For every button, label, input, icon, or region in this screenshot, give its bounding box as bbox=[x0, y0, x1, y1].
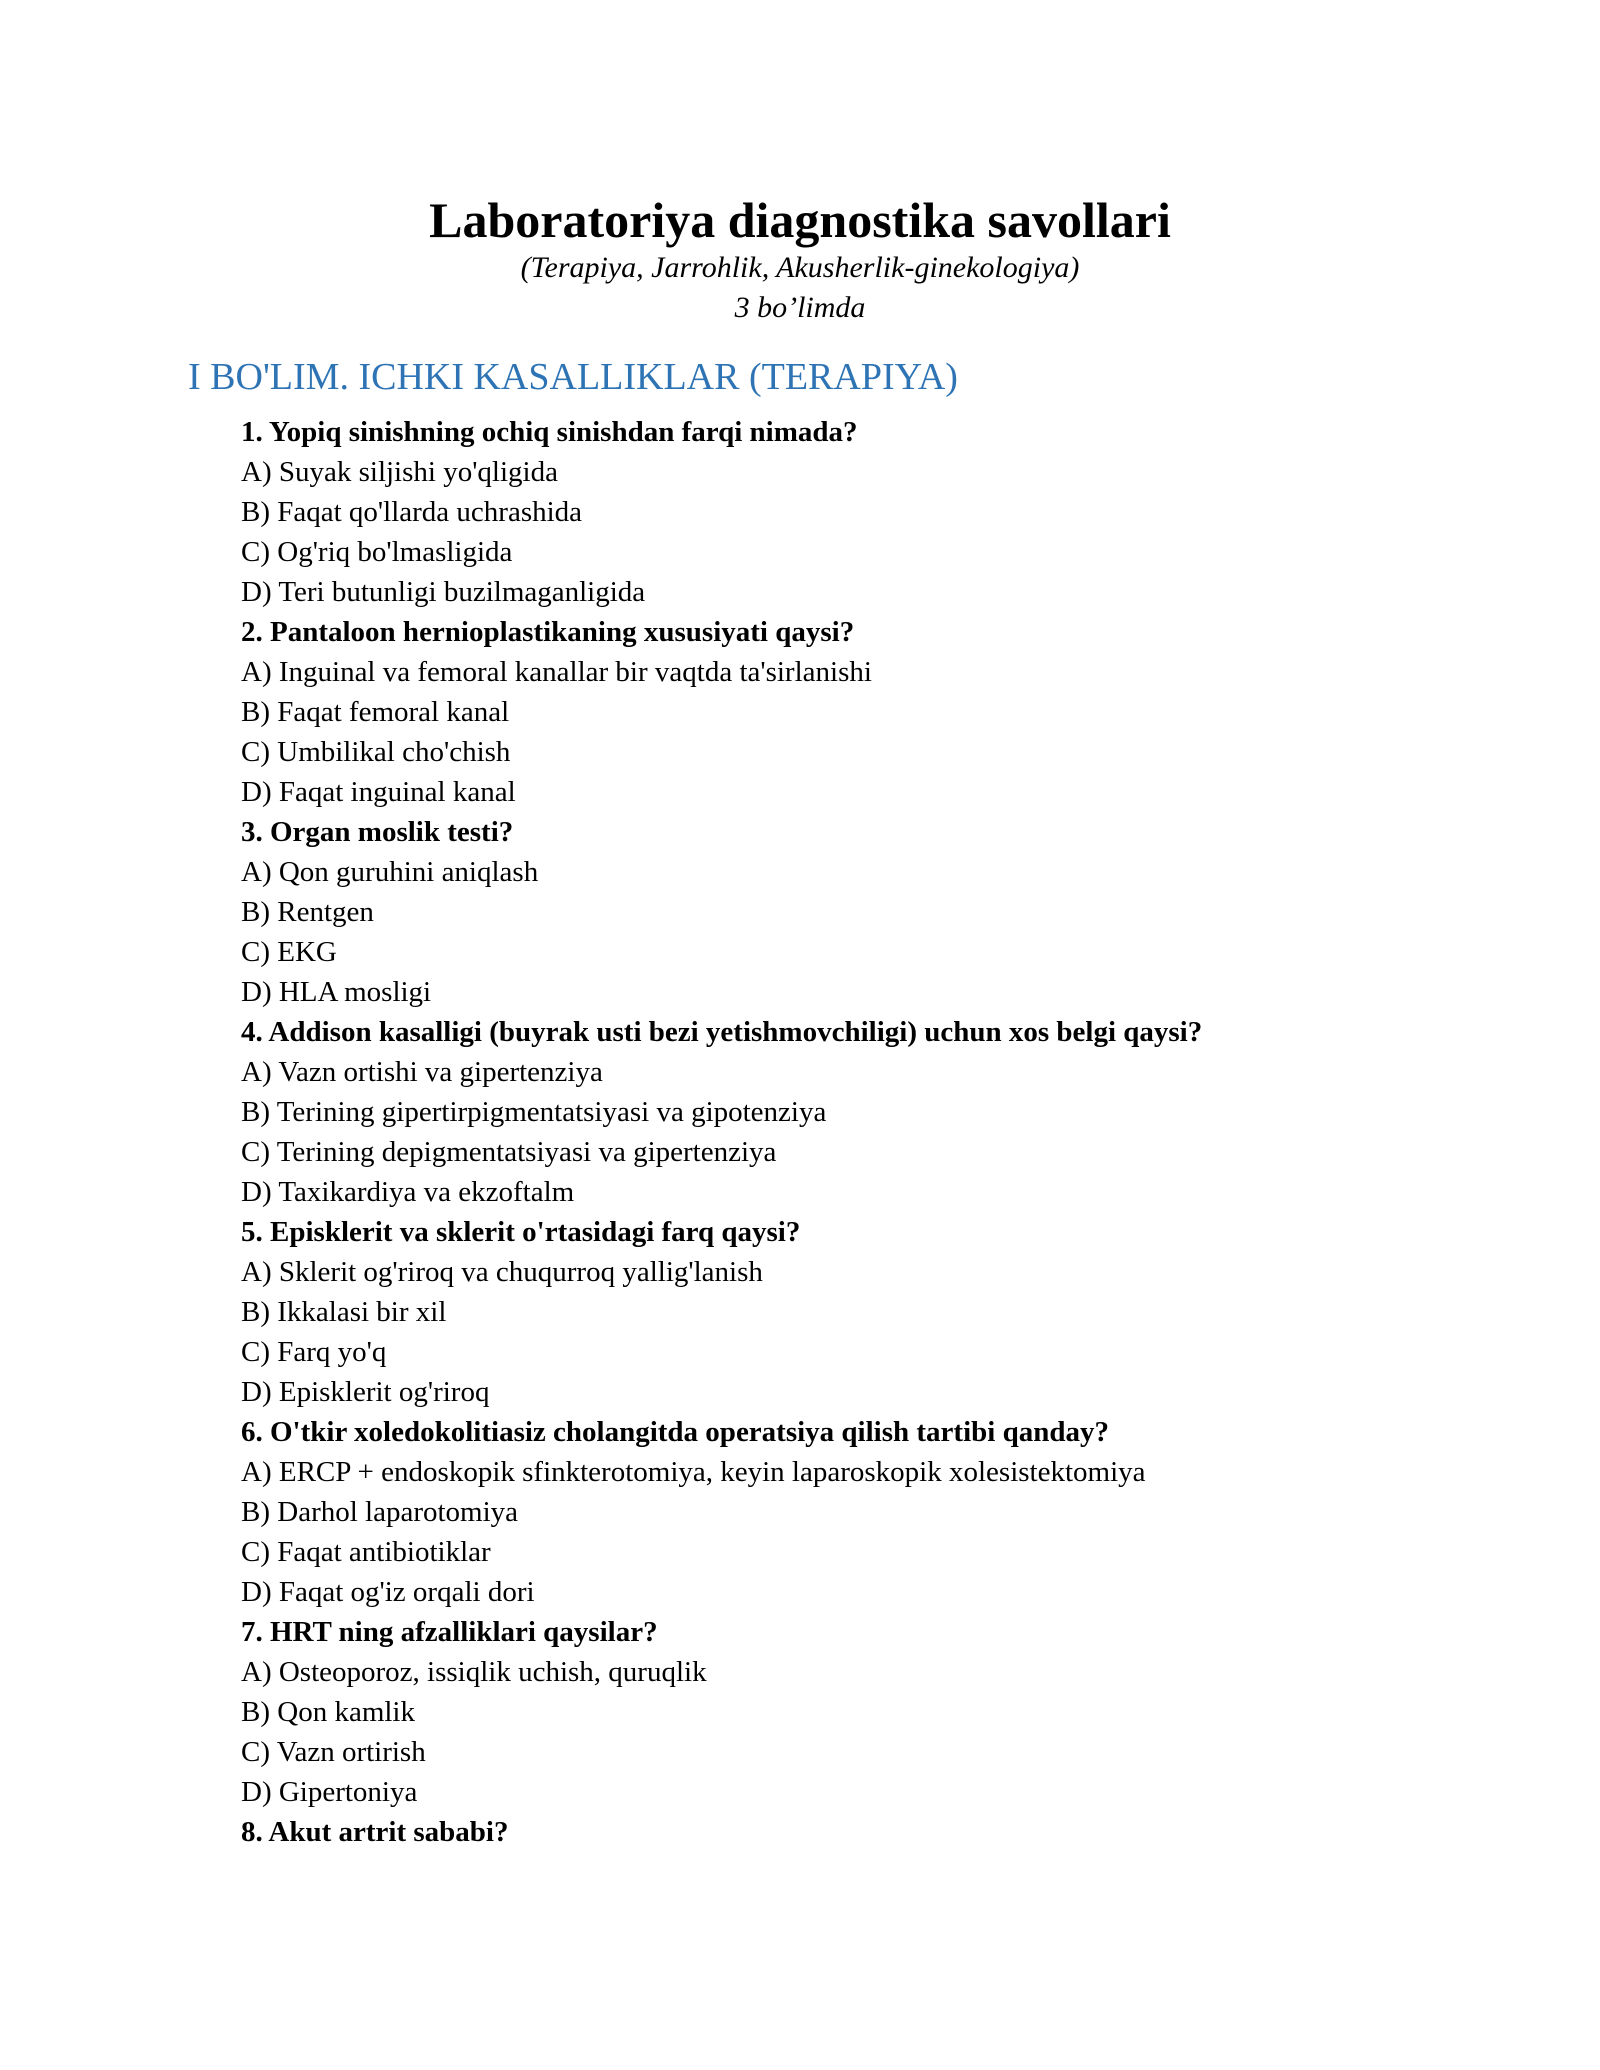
question-text: 3. Organ moslik testi? bbox=[241, 816, 514, 848]
answer-option: D) Teri butunligi buzilmaganligida bbox=[241, 576, 646, 608]
answer-option: A) Osteoporoz, issiqlik uchish, quruqlik bbox=[241, 1656, 707, 1688]
answer-option: B) Ikkalasi bir xil bbox=[241, 1296, 447, 1328]
answer-option: C) Vazn ortirish bbox=[241, 1736, 426, 1768]
answer-option: D) Taxikardiya va ekzoftalm bbox=[241, 1176, 575, 1208]
answer-option: A) Sklerit og'riroq va chuqurroq yallig'lanish bbox=[241, 1256, 763, 1288]
answer-option: D) Faqat inguinal kanal bbox=[241, 776, 516, 808]
question-text: 1. Yopiq sinishning ochiq sinishdan farqi nimada? bbox=[241, 416, 858, 448]
answer-option: D) Gipertoniya bbox=[241, 1776, 418, 1808]
answer-option: C) Terining depigmentatsiyasi va gipertenziya bbox=[241, 1136, 777, 1168]
question-text: 5. Episklerit va sklerit o'rtasidagi farq qaysi? bbox=[241, 1216, 801, 1248]
answer-option: A) Suyak siljishi yo'qligida bbox=[241, 456, 558, 488]
answer-option: B) Rentgen bbox=[241, 896, 374, 928]
document-parts-note: 3 bo’limda bbox=[734, 291, 866, 324]
answer-option: C) EKG bbox=[241, 936, 337, 968]
answer-option: D) Episklerit og'riroq bbox=[241, 1376, 490, 1408]
answer-option: A) ERCP + endoskopik sfinkterotomiya, keyin laparoskopik xolesistektomiya bbox=[241, 1456, 1146, 1488]
answer-option: A) Inguinal va femoral kanallar bir vaqtda ta'sirlanishi bbox=[241, 656, 872, 688]
question-text: 7. HRT ning afzalliklari qaysilar? bbox=[241, 1616, 658, 1648]
answer-option: D) HLA mosligi bbox=[241, 976, 432, 1008]
section-heading: I BO'LIM. ICHKI KASALLIKLAR (TERAPIYA) bbox=[188, 356, 958, 398]
answer-option: C) Og'riq bo'lmasligida bbox=[241, 536, 513, 568]
answer-option: C) Faqat antibiotiklar bbox=[241, 1536, 491, 1568]
question-text: 2. Pantaloon hernioplastikaning xususiyati qaysi? bbox=[241, 616, 855, 648]
question-text: 8. Akut artrit sababi? bbox=[241, 1816, 509, 1848]
answer-option: B) Qon kamlik bbox=[241, 1696, 415, 1728]
question-text: 6. O'tkir xoledokolitiasiz cholangitda operatsiya qilish tartibi qanday? bbox=[241, 1416, 1109, 1448]
answer-option: A) Qon guruhini aniqlash bbox=[241, 856, 539, 888]
answer-option: B) Faqat qo'llarda uchrashida bbox=[241, 496, 583, 528]
question-list bbox=[241, 412, 1541, 1852]
answer-option: A) Vazn ortishi va gipertenziya bbox=[241, 1056, 603, 1088]
document-title: Laboratoriya diagnostika savollari bbox=[429, 192, 1171, 248]
answer-option: D) Faqat og'iz orqali dori bbox=[241, 1576, 535, 1608]
answer-option: B) Faqat femoral kanal bbox=[241, 696, 510, 728]
document-subtitle: (Terapiya, Jarrohlik, Akusherlik-ginekologiya) bbox=[520, 251, 1080, 284]
answer-option: B) Darhol laparotomiya bbox=[241, 1496, 519, 1528]
answer-option: C) Farq yo'q bbox=[241, 1336, 387, 1368]
question-text: 4. Addison kasalligi (buyrak usti bezi yetishmovchiligi) uchun xos belgi qaysi? bbox=[241, 1016, 1203, 1048]
answer-option: B) Terining gipertirpigmentatsiyasi va gipotenziya bbox=[241, 1096, 827, 1128]
answer-option: C) Umbilikal cho'chish bbox=[241, 736, 511, 768]
